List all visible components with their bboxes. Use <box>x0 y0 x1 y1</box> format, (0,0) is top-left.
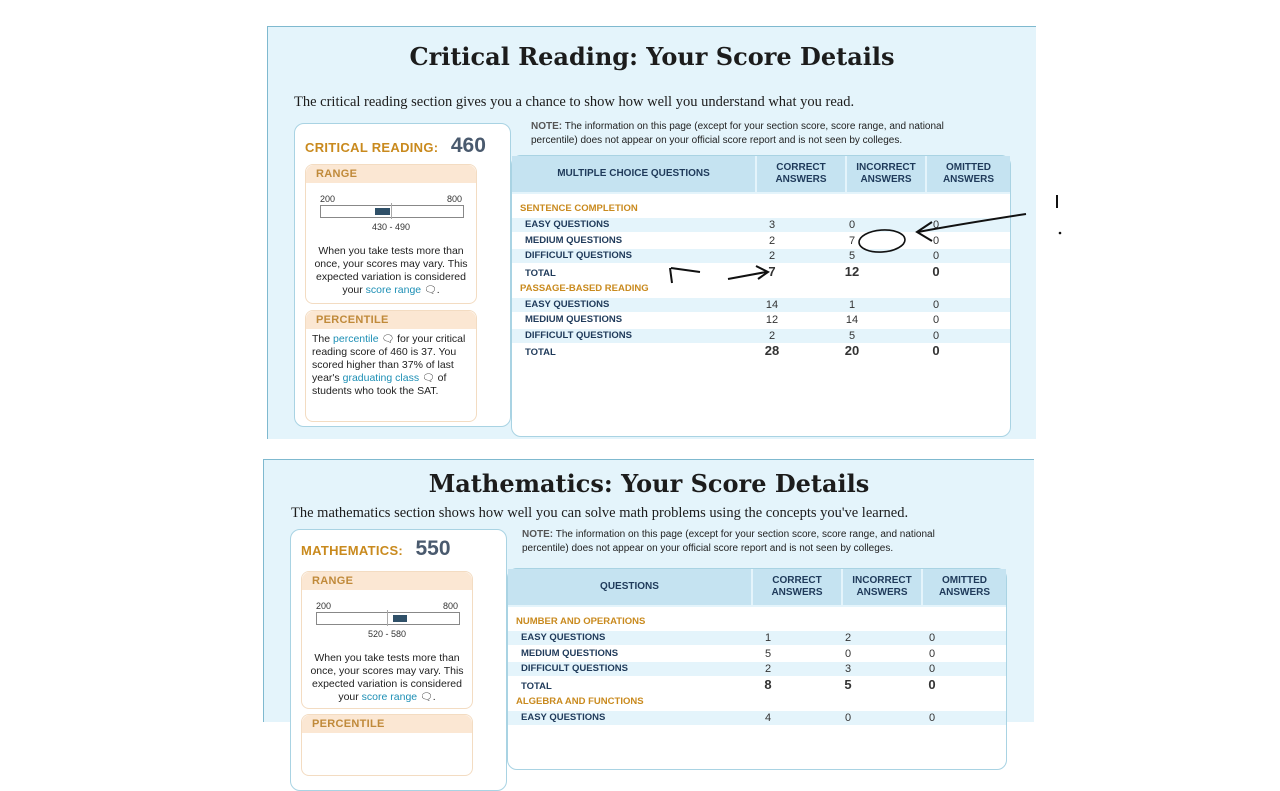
omitted-count: 0 <box>932 298 940 311</box>
percentile-box <box>301 714 473 776</box>
omitted-count: 0 <box>932 219 940 231</box>
omitted-count: 0 <box>932 234 940 247</box>
total-incorrect: 12 <box>844 263 860 279</box>
column-header: OMITTED ANSWERS <box>927 156 1010 192</box>
correct-count: 12 <box>765 314 779 326</box>
total-omitted: 0 <box>932 263 940 279</box>
column-header: MULTIPLE CHOICE QUESTIONS <box>512 156 755 192</box>
range-min: 200 <box>316 601 332 611</box>
column-header: CORRECT ANSWERS <box>753 569 841 605</box>
total-label: TOTAL <box>525 347 556 358</box>
incorrect-count: 2 <box>844 632 852 644</box>
total-label: TOTAL <box>521 680 552 692</box>
omitted-count: 0 <box>928 663 936 675</box>
section-label: NUMBER AND OPERATIONS <box>516 616 646 627</box>
correct-count: 2 <box>768 250 776 262</box>
p-text-2: for your critical reading score of 460 is 37. You scored higher than 37% of last year's <box>312 333 466 384</box>
arrow-right-annotation <box>728 266 768 279</box>
correct-count: 2 <box>764 663 772 675</box>
section-label: ALGEBRA AND FUNCTIONS <box>516 695 644 707</box>
comment-icon[interactable]: 🗨 <box>381 334 395 345</box>
row-label: MEDIUM QUESTIONS <box>525 314 623 325</box>
range-heading: RANGE <box>306 165 476 183</box>
range-heading: RANGE <box>302 572 472 590</box>
total-incorrect: 5 <box>844 676 852 692</box>
column-header: INCORRECT ANSWERS <box>843 569 921 605</box>
incorrect-count: 5 <box>848 329 856 342</box>
percentile-link[interactable]: percentile <box>333 333 379 345</box>
row-label: DIFFICULT QUESTIONS <box>525 329 632 341</box>
omitted-count: 0 <box>932 329 940 342</box>
row-label: EASY QUESTIONS <box>525 298 610 310</box>
comment-icon[interactable]: 🗨 <box>422 373 435 384</box>
critical-reading-subtitle: The critical reading section gives you a chance to show how well you understand what you read. <box>294 94 855 110</box>
omitted-count: 0 <box>928 647 936 660</box>
range-description: When you take tests more than once, your scores may vary. This expected variation is considered your score range 🗨. <box>310 652 464 703</box>
correct-count: 3 <box>768 219 776 231</box>
section-score-label: CRITICAL READING: <box>305 140 439 155</box>
arrow-annotation <box>918 214 1026 232</box>
row-label: EASY QUESTIONS <box>521 711 606 723</box>
total-correct: 7 <box>768 263 776 279</box>
range-value: 430 - 490 <box>371 222 411 232</box>
percentile-heading: PERCENTILE <box>306 311 476 329</box>
score-range-link[interactable]: score range <box>365 284 422 296</box>
incorrect-count: 0 <box>848 219 856 231</box>
row-label: EASY QUESTIONS <box>525 219 610 230</box>
incorrect-count: 0 <box>844 711 852 724</box>
range-desc-text: When you take tests more than once, your scores may vary. This expected variation is considered your <box>314 245 468 296</box>
column-header: OMITTED ANSWERS <box>923 569 1006 605</box>
correct-count: 4 <box>764 711 772 724</box>
correct-count: 2 <box>768 329 776 342</box>
total-correct: 8 <box>764 676 772 692</box>
omitted-count: 0 <box>932 314 940 326</box>
range-value: 520 - 580 <box>367 629 407 639</box>
note-text: The information on this page (except for your section score, score range, and national percentile) does not appear on your official score report and is not seen by colleges. <box>522 529 935 554</box>
correct-count: 1 <box>764 632 772 644</box>
range-max: 800 <box>446 194 462 204</box>
incorrect-count: 7 <box>848 234 856 247</box>
incorrect-count: 3 <box>844 663 852 675</box>
mathematics-subtitle: The mathematics section shows how well you can solve math problems using the concepts you've learned. <box>291 505 909 521</box>
column-header: QUESTIONS <box>508 569 751 605</box>
p-text-3: of students who took the SAT. <box>312 372 447 397</box>
row-label: MEDIUM QUESTIONS <box>525 234 623 246</box>
percentile-heading: PERCENTILE <box>302 715 472 733</box>
incorrect-count: 14 <box>845 314 859 326</box>
mathematics-title: Mathematics: Your Score Details <box>428 469 870 498</box>
incorrect-count: 5 <box>848 250 856 262</box>
correct-count: 14 <box>765 298 779 311</box>
column-header: INCORRECT ANSWERS <box>847 156 925 192</box>
incorrect-count: 0 <box>844 647 852 660</box>
omitted-count: 0 <box>928 711 936 724</box>
omitted-count: 0 <box>928 632 936 644</box>
correct-count: 2 <box>768 234 776 247</box>
note-text: The information on this page (except for your section score, score range, and national percentile) does not appear on your official score report and is not seen by colleges. <box>531 121 944 146</box>
section-score-value: 460 <box>450 134 486 157</box>
row-label: DIFFICULT QUESTIONS <box>525 250 632 261</box>
range-max: 800 <box>442 601 458 611</box>
row-label: DIFFICULT QUESTIONS <box>521 663 628 674</box>
omitted-count: 0 <box>932 250 940 262</box>
row-label: EASY QUESTIONS <box>521 632 606 643</box>
section-label: PASSAGE-BASED READING <box>520 282 649 294</box>
note-label: NOTE: <box>522 529 554 540</box>
total-label: TOTAL <box>525 267 556 279</box>
score-range-link[interactable]: score range <box>361 691 418 703</box>
section-score-value: 550 <box>415 537 451 560</box>
critical-reading-title: Critical Reading: Your Score Details <box>409 42 895 71</box>
correct-count: 5 <box>764 647 772 660</box>
circle-annotation <box>858 228 905 253</box>
dot-annotation <box>1059 232 1062 235</box>
comment-icon[interactable]: 🗨 <box>420 692 433 703</box>
total-omitted: 0 <box>928 676 936 692</box>
total-incorrect: 20 <box>844 343 860 358</box>
total-correct: 28 <box>764 343 780 358</box>
range-desc-text: When you take tests more than once, your scores may vary. This expected variation is considered your <box>310 652 464 703</box>
section-label: SENTENCE COMPLETION <box>520 203 638 214</box>
comment-icon[interactable]: 🗨 <box>424 285 437 296</box>
range-min: 200 <box>320 194 336 204</box>
graduating-class-link[interactable]: graduating class <box>342 372 420 384</box>
incorrect-count: 1 <box>848 298 856 311</box>
range-description: When you take tests more than once, your scores may vary. This expected variation is considered your score range 🗨. <box>314 245 468 296</box>
section-score-label: MATHEMATICS: <box>301 543 404 558</box>
note-label: NOTE: <box>531 121 563 132</box>
total-omitted: 0 <box>932 343 940 358</box>
row-label: MEDIUM QUESTIONS <box>521 647 619 659</box>
column-header: CORRECT ANSWERS <box>757 156 845 192</box>
p-text-1: The <box>312 333 331 345</box>
number-one-annotation <box>670 268 700 283</box>
